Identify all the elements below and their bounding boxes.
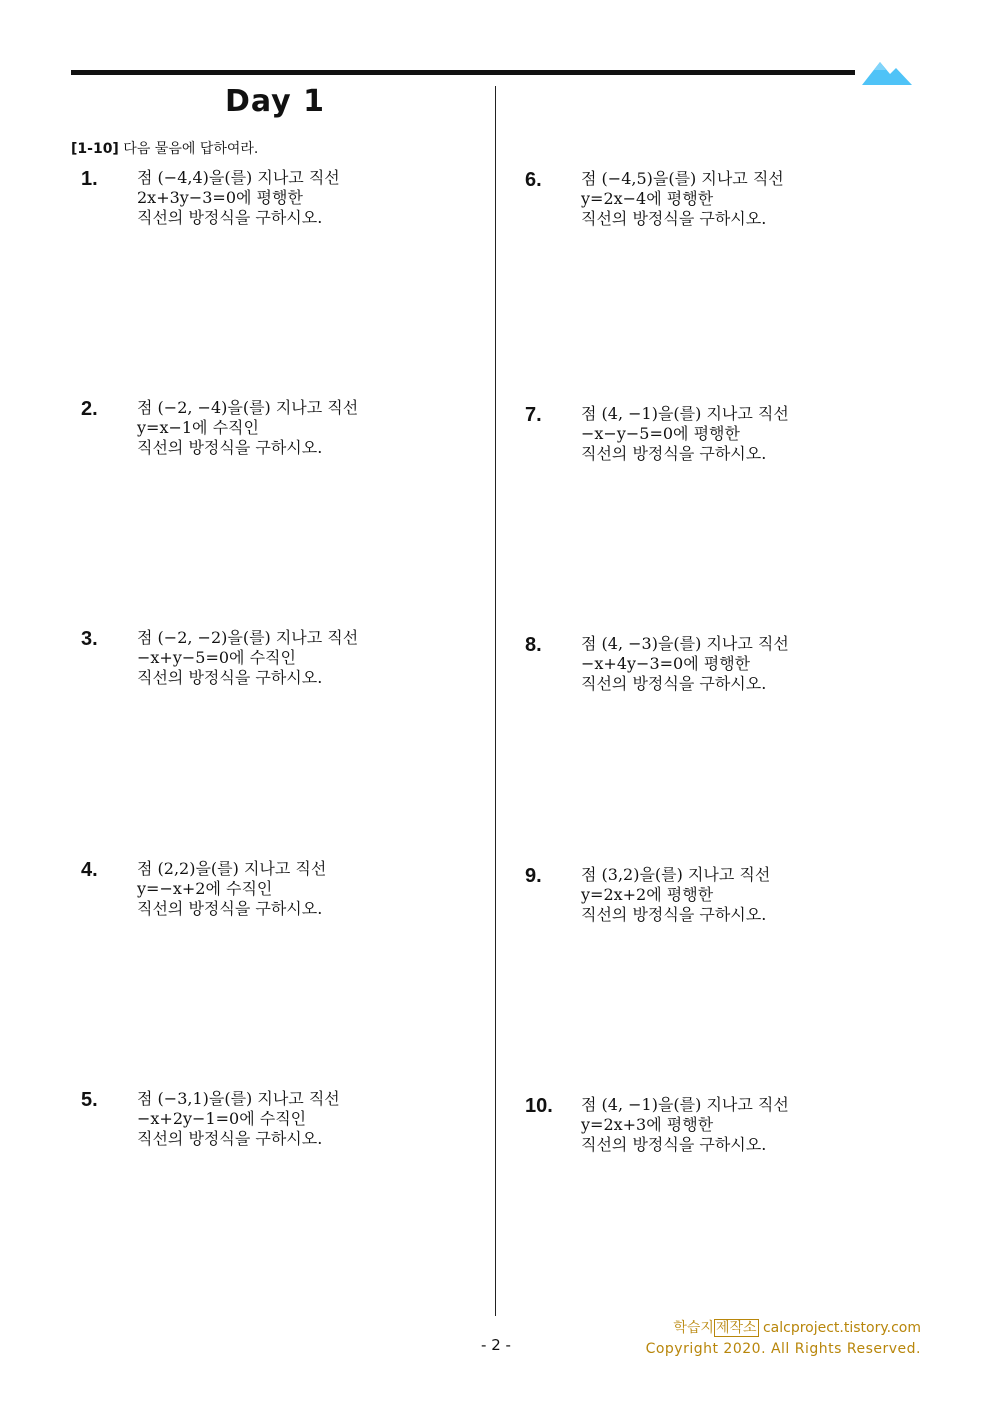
- footer-brand: [673, 1317, 921, 1337]
- instruction-text: 다음 물음에 답하여라.: [123, 141, 259, 157]
- page-number: - 2 -: [481, 1336, 511, 1354]
- question-number: 5.: [81, 1089, 98, 1111]
- question-text: 점 (−2, −4)을(를) 지나고 직선 y=x−1에 수직인 직선의 방정식을 구하시오.: [137, 398, 359, 457]
- question-number: 7.: [525, 404, 542, 426]
- question-number: 1.: [81, 168, 98, 190]
- question-number: 4.: [81, 859, 98, 881]
- question-number: 9.: [525, 865, 542, 887]
- mountain-logo-icon: [862, 58, 912, 86]
- question-text: 점 (−4,4)을(를) 지나고 직선 2x+3y−3=0에 평행한 직선의 방정식을 구하시오.: [137, 168, 340, 227]
- question-text: 점 (4, −1)을(를) 지나고 직선 y=2x+3에 평행한 직선의 방정식을 구하시오.: [581, 1095, 789, 1154]
- footer-brand-boxed: 제작소: [715, 1320, 757, 1336]
- question-number: 3.: [81, 628, 98, 650]
- question-text: 점 (2,2)을(를) 지나고 직선 y=−x+2에 수직인 직선의 방정식을 구하시오.: [137, 859, 327, 918]
- instruction: [71, 138, 258, 158]
- question-text: 점 (3,2)을(를) 지나고 직선 y=2x+2에 평행한 직선의 방정식을 구하시오.: [581, 865, 771, 924]
- footer-site-link[interactable]: calcproject.tistory.com: [758, 1320, 921, 1336]
- question-text: 점 (4, −1)을(를) 지나고 직선 −x−y−5=0에 평행한 직선의 방정식을 구하시오.: [581, 404, 789, 463]
- question-text: 점 (−3,1)을(를) 지나고 직선 −x+2y−1=0에 수직인 직선의 방정식을 구하시오.: [137, 1089, 340, 1148]
- page-title: Day 1: [224, 84, 326, 119]
- footer-brand-prefix: 학습지: [673, 1320, 714, 1336]
- question-number: 8.: [525, 634, 542, 656]
- question-number: 6.: [525, 169, 542, 191]
- top-rule: [71, 70, 855, 75]
- column-divider: [495, 86, 496, 1316]
- footer-copyright: Copyright 2020. All Rights Reserved.: [645, 1341, 921, 1357]
- instruction-range: [1-10]: [71, 141, 119, 157]
- question-number: 10.: [525, 1095, 553, 1117]
- question-text: 점 (4, −3)을(를) 지나고 직선 −x+4y−3=0에 평행한 직선의 방정식을 구하시오.: [581, 634, 789, 693]
- question-number: 2.: [81, 398, 98, 420]
- question-text: 점 (−2, −2)을(를) 지나고 직선 −x+y−5=0에 수직인 직선의 방정식을 구하시오.: [137, 628, 359, 687]
- question-text: 점 (−4,5)을(를) 지나고 직선 y=2x−4에 평행한 직선의 방정식을 구하시오.: [581, 169, 784, 228]
